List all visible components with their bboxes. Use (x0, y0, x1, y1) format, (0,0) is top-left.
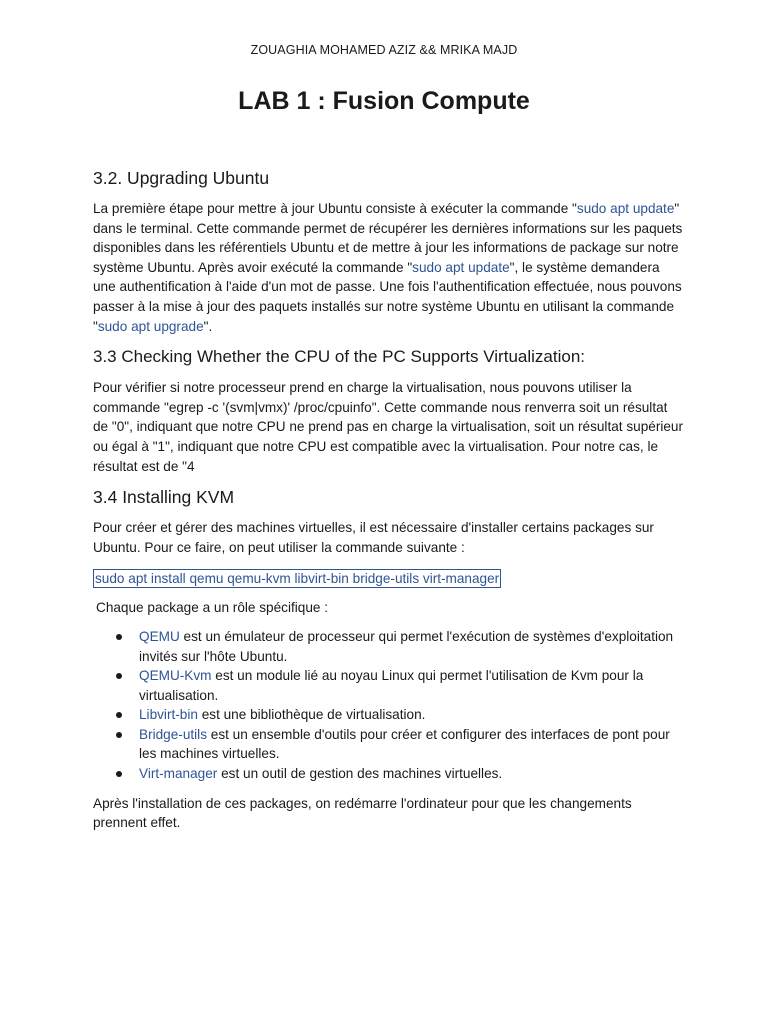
package-list (93, 627, 683, 784)
bullet-icon (116, 732, 122, 738)
package-name: Virt-manager (139, 766, 218, 782)
kvm-install-command-box (93, 566, 683, 598)
upgrade-text-4: ". (203, 318, 213, 334)
command-sudo-apt-update: sudo apt update (576, 201, 675, 216)
bullet-icon (116, 673, 122, 679)
list-item-virt-manager (139, 764, 683, 784)
bullet-icon (116, 712, 122, 718)
list-item-libvirt-bin (139, 705, 683, 725)
page-title: LAB 1 : Fusion Compute (238, 87, 530, 115)
bullet-icon (116, 634, 122, 640)
list-item-qemu (139, 627, 683, 666)
kvm-install-command: sudo apt install qemu qemu-kvm libvirt-bin bridge-utils virt-manager (95, 571, 500, 587)
author-header: ZOUAGHIA MOHAMED AZIZ && MRIKA MAJD (250, 43, 518, 57)
package-name: Bridge-utils (139, 726, 207, 742)
upgrade-text-3: ", le système demandera une authentification à l'aide d'un mot de passe. Une fois l'authentification effectuée, nous pouvons passer à la mise à jour des paquets installés sur notre système Ubuntu en utilisant la commande " (93, 259, 682, 334)
upgrade-paragraph (93, 199, 683, 336)
command-sudo-apt-update-2: sudo apt update (412, 259, 510, 275)
packages-intro: Chaque package a un rôle spécifique : (96, 600, 329, 616)
cpu-paragraph: Pour vérifier si notre processeur prend en charge la virtualisation, nous pouvons utiliser la commande "egrep -c '(svm|vmx)' /proc/cpuinfo". Cette commande nous renverra soit un résultat de "0", indiquant que notre CPU ne prend pas en charge la virtualisation, soit un résultat supérieur ou égal à "1", indiquant que notre CPU est compatible avec la virtualisation. Pour notre cas, le résultat est de "4 (93, 380, 684, 474)
package-desc: est un outil de gestion des machines virtuelles. (217, 766, 503, 782)
section-heading-installing-kvm: 3.4 Installing KVM (93, 487, 235, 508)
package-desc: est un émulateur de processeur qui permet l'exécution de systèmes d'exploitation invités sur l'hôte Ubuntu. (139, 628, 674, 664)
list-item-bridge-utils (139, 725, 683, 764)
command-sudo-apt-upgrade: sudo apt upgrade (97, 318, 204, 334)
list-item-qemu-kvm (139, 666, 683, 705)
package-desc: est un module lié au noyau Linux qui permet l'utilisation de Kvm pour la virtualisation. (139, 668, 644, 703)
package-name: QEMU (139, 628, 180, 644)
bullet-icon (116, 771, 122, 777)
closing-paragraph: Après l'installation de ces packages, on redémarre l'ordinateur pour que les changements prennent effet. (93, 795, 632, 831)
upgrade-text-2: " dans le terminal. Cette commande permet de récupérer les dernières informations sur les paquets disponibles dans les référentiels Ubuntu et de mettre à jour les informations de package sur notre système Ubuntu. Après avoir exécuté la commande " (93, 201, 683, 275)
section-heading-cpu-virtualization: 3.3 Checking Whether the CPU of the PC Supports Virtualization: (93, 347, 585, 367)
package-name: QEMU-Kvm (139, 668, 212, 684)
package-desc: est un ensemble d'outils pour créer et configurer des interfaces de pont pour les machines virtuelles. (139, 726, 670, 762)
kvm-intro-paragraph: Pour créer et gérer des machines virtuelles, il est nécessaire d'installer certains packages sur Ubuntu. Pour ce faire, on peut utiliser la commande suivante : (93, 520, 654, 555)
document-body (93, 166, 683, 842)
package-desc: est une bibliothèque de virtualisation. (197, 707, 426, 723)
upgrade-text-1: La première étape pour mettre à jour Ubuntu consiste à exécuter la commande " (93, 201, 577, 216)
package-name: Libvirt-bin (139, 707, 198, 723)
section-heading-upgrading-ubuntu: 3.2. Upgrading Ubuntu (93, 168, 270, 188)
